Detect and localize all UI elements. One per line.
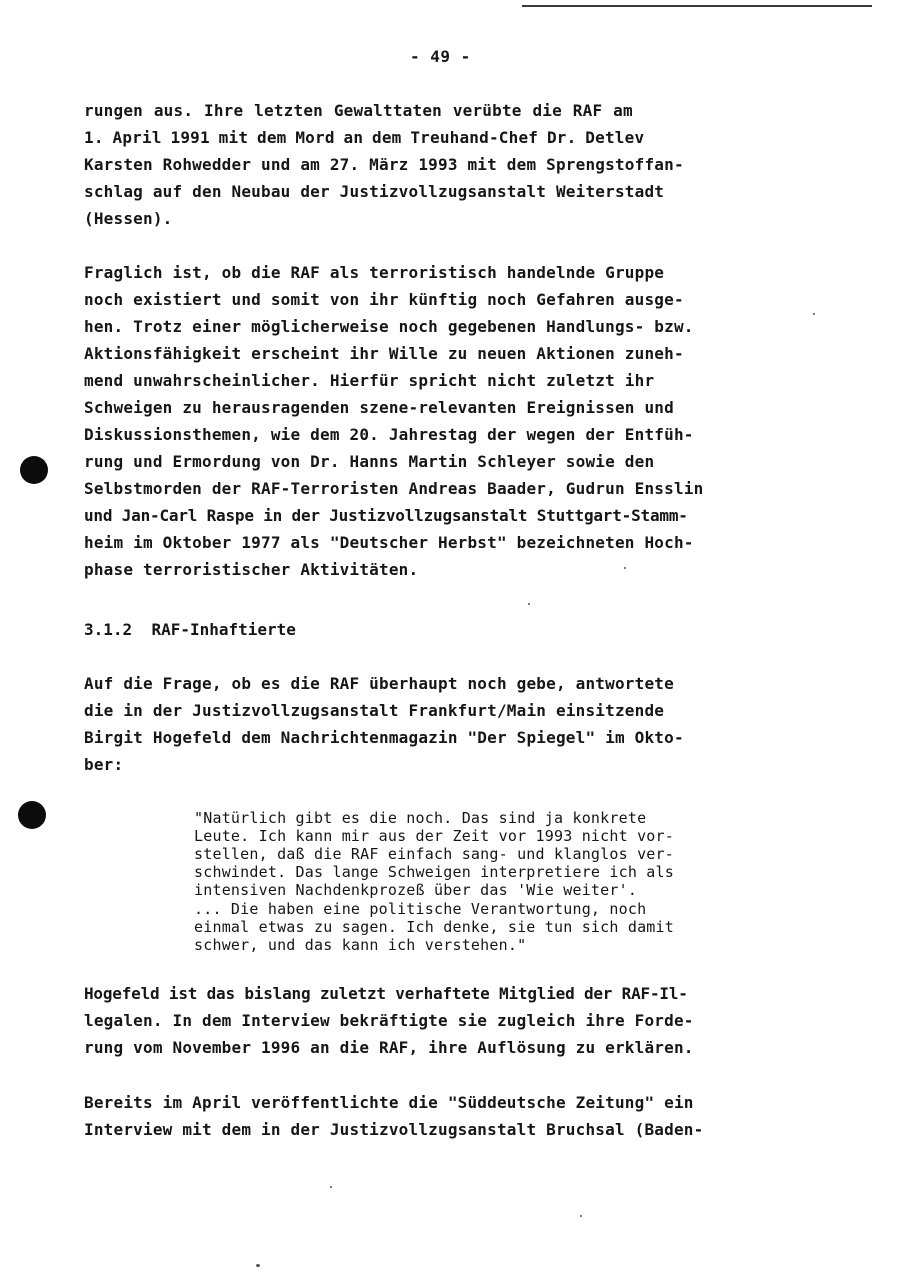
intro-paragraph-line: Auf die Frage, ob es die RAF überhaupt noch gebe, antwortete — [84, 674, 674, 693]
quote-line: einmal etwas zu sagen. Ich denke, sie tun sich damit — [194, 918, 674, 936]
final-paragraph-line: Bereits im April veröffentlichte die "Süddeutsche Zeitung" ein — [84, 1093, 694, 1112]
scan-speck — [813, 313, 815, 315]
paragraph-after-quote-line: Hogefeld ist das bislang zuletzt verhaftete Mitglied der RAF-Il- — [84, 984, 688, 1003]
paragraph-after-quote-line: rung vom November 1996 an die RAF, ihre Auflösung zu erklären. — [84, 1038, 694, 1057]
quote-line: schwindet. Das lange Schweigen interpretiere ich als — [194, 863, 674, 881]
paragraph-2-line: rung und Ermordung von Dr. Hanns Martin Schleyer sowie den — [84, 452, 655, 471]
intro-paragraph-line: Birgit Hogefeld dem Nachrichtenmagazin "Der Spiegel" im Okto- — [84, 728, 684, 747]
paragraph-1-line: 1. April 1991 mit dem Mord an dem Treuhand-Chef Dr. Detlev — [84, 128, 645, 147]
quote-line: Leute. Ich kann mir aus der Zeit vor 1993 nicht vor- — [194, 827, 674, 845]
scan-speck — [256, 1264, 260, 1267]
intro-paragraph-line: die in der Justizvollzugsanstalt Frankfurt/Main einsitzende — [84, 701, 665, 720]
paragraph-2-line: und Jan-Carl Raspe in der Justizvollzugsanstalt Stuttgart-Stamm- — [84, 506, 688, 525]
paragraph-1-line: schlag auf den Neubau der Justizvollzugsanstalt Weiterstadt — [84, 182, 665, 201]
quote-line: ... Die haben eine politische Verantwortung, noch — [194, 900, 647, 918]
punch-hole — [20, 456, 48, 484]
paragraph-2-line: heim im Oktober 1977 als "Deutscher Herbst" bezeichneten Hoch- — [84, 533, 694, 552]
quote-line: stellen, daß die RAF einfach sang- und klanglos ver- — [194, 845, 674, 863]
punch-hole — [18, 801, 46, 829]
paragraph-1-line: Karsten Rohwedder und am 27. März 1993 mit dem Sprengstoffan- — [84, 155, 684, 174]
paragraph-2-line: noch existiert und somit von ihr künftig noch Gefahren ausge- — [84, 290, 684, 309]
final-paragraph-line: Interview mit dem in der Justizvollzugsanstalt Bruchsal (Baden- — [84, 1120, 704, 1139]
paragraph-2-line: Diskussionsthemen, wie dem 20. Jahrestag der wegen der Entfüh- — [84, 425, 694, 444]
paragraph-after-quote-line: legalen. In dem Interview bekräftigte sie zugleich ihre Forde- — [84, 1011, 694, 1030]
intro-paragraph-line: ber: — [84, 755, 124, 774]
paragraph-2-line: Fraglich ist, ob die RAF als terroristisch handelnde Gruppe — [84, 263, 665, 282]
paragraph-2-line: Schweigen zu herausragenden szene-relevanten Ereignissen und — [84, 398, 674, 417]
page-number: - 49 - — [410, 47, 471, 66]
scan-speck — [580, 1215, 582, 1217]
top-rule — [522, 5, 872, 7]
paragraph-2-line: phase terroristischer Aktivitäten. — [84, 560, 419, 579]
scan-speck — [624, 567, 626, 569]
section-title: RAF-Inhaftierte — [151, 620, 296, 639]
paragraph-2-line: Aktionsfähigkeit erscheint ihr Wille zu neuen Aktionen zuneh- — [84, 344, 684, 363]
paragraph-2-line: hen. Trotz einer möglicherweise noch gegebenen Handlungs- bzw. — [84, 317, 694, 336]
section-number: 3.1.2 — [84, 620, 133, 639]
paragraph-1-line: (Hessen). — [84, 209, 173, 228]
scan-speck — [330, 1186, 332, 1188]
scan-speck — [528, 603, 530, 605]
section-heading — [84, 620, 296, 639]
paragraph-2-line: Selbstmorden der RAF-Terroristen Andreas Baader, Gudrun Ensslin — [84, 479, 704, 498]
quote-line: "Natürlich gibt es die noch. Das sind ja konkrete — [194, 809, 647, 827]
quote-line: intensiven Nachdenkprozeß über das 'Wie weiter'. — [194, 881, 638, 899]
paragraph-1-line: rungen aus. Ihre letzten Gewalttaten verübte die RAF am — [84, 101, 633, 120]
quote-line: schwer, und das kann ich verstehen." — [194, 936, 527, 954]
paragraph-2-line: mend unwahrscheinlicher. Hierfür spricht nicht zuletzt ihr — [84, 371, 655, 390]
